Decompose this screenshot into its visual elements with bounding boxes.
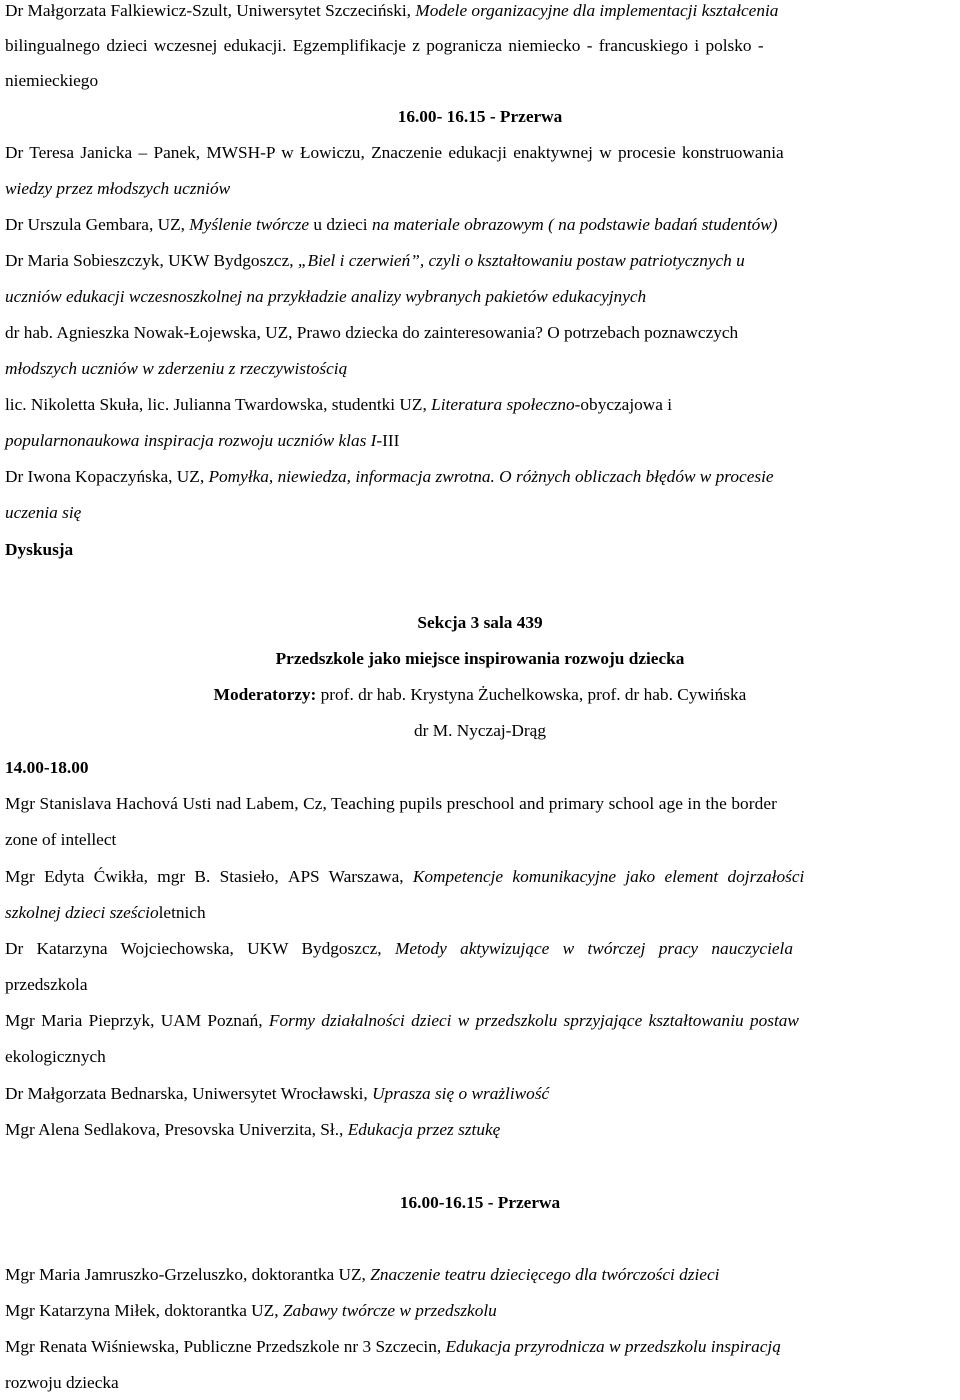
presentation-line: Mgr Stanislava Hachová Usti nad Labem, Cz, Teaching pupils preschool and primary school age in the border <box>5 794 778 813</box>
discussion-label: Dyskusja <box>5 540 74 559</box>
presentation-line: lic. Nikoletta Skuła, lic. Julianna Twardowska, studentki UZ, Literatura społeczno-obyczajowa i <box>5 395 673 414</box>
presentation-title: Metody aktywizujące w twórczej pracy nauczyciela <box>394 939 793 958</box>
section-time: 14.00-18.00 <box>5 758 89 777</box>
moderators-label: Moderatorzy: <box>213 685 317 704</box>
presentation-line <box>5 1300 955 1322</box>
presentation-author: lic. Nikoletta Skuła, lic. Julianna Twardowska, studentki UZ, <box>5 395 432 414</box>
presentation-title-continued: rozwoju dziecka <box>5 1373 119 1392</box>
presentation-line <box>5 1264 955 1286</box>
presentation-author: Dr Maria Sobieszczyk, UKW Bydgoszcz, <box>5 251 298 270</box>
presentation-author: Mgr Edyta Ćwikła, mgr B. Stasiełо, APS Warszawa, <box>5 867 413 886</box>
presentation-title: Literatura społeczno- <box>431 395 581 414</box>
presentation-title: Uprasza się o wrażliwość <box>372 1084 550 1103</box>
presentation-author: Dr Teresa Janicka – Panek, MWSH-P w Łowiczu, <box>5 143 372 162</box>
presentation-author: Mgr Maria Pieprzyk, UAM Poznań, <box>5 1011 269 1030</box>
presentation-title-continued: popularnonaukowa inspiracja rozwoju uczniów klas I-III <box>5 431 400 450</box>
presentation-author: Dr Urszula Gembara, UZ, <box>5 215 190 234</box>
presentation-author: Dr Iwona Kopaczyńska, UZ, <box>5 467 209 486</box>
presentation-author: Mgr Katarzyna Miłek, doktorantka UZ, <box>5 1301 283 1320</box>
presentation-title-continued: młodszych uczniów w zderzeniu z rzeczywistością <box>5 359 348 378</box>
presentation-author: Mgr Alena Sedlakova, Presovska Univerzita, Sł., <box>5 1120 348 1139</box>
presentation-title-continued: szkolnej dzieci sześcioletnich <box>5 903 206 922</box>
presentation-title-continued: uczenia się <box>5 503 82 522</box>
presentation-title: Kompetencje komunikacyjne jako element dojrzałości <box>412 867 805 886</box>
presentation-line <box>5 466 955 488</box>
presentation-line-continued: zone of intellect <box>5 830 117 849</box>
moderators-line-2: dr M. Nyczaj-Drąg <box>414 721 546 740</box>
presentation-author: Dr Małgorzata Bednarska, Uniwersytet Wrocławski, <box>5 1084 373 1103</box>
presentation-title-continued: niemieckiego <box>5 71 99 90</box>
section-heading: Sekcja 3 sala 439 <box>417 613 543 632</box>
presentation-title-continued: przedszkola <box>5 975 88 994</box>
moderators-line <box>0 684 960 706</box>
presentation-line <box>5 142 955 164</box>
presentation-title-continued: wiedzy przez młodszych uczniów <box>5 179 231 198</box>
presentation-title: Modele organizacyjne dla implementacji kształcenia <box>415 1 779 20</box>
presentation-title: Znaczenie teatru dziecięcego dla twórczości dzieci <box>370 1265 720 1284</box>
section-theme: Przedszkole jako miejsce inspirowania rozwoju dziecka <box>275 649 685 668</box>
presentation-title: „Biel i czerwień”, czyli o kształtowaniu postaw patriotycznych u <box>297 251 745 270</box>
presentation-line: Dr Urszula Gembara, UZ, Myślenie twórcze u dzieci na materiale obrazowym ( na podstawie badań studentów) <box>5 215 778 234</box>
presentation-author: Dr Katarzyna Wojciechowska, UKW Bydgoszcz, <box>5 939 395 958</box>
presentation-author: Dr Małgorzata Falkiewicz-Szult, Uniwersytet Szczeciński, <box>5 1 416 20</box>
presentation-title: Edukacja przyrodnicza w przedszkolu inspiracją <box>445 1337 781 1356</box>
presentation-line <box>5 0 955 22</box>
presentation-title-continued: ekologicznych <box>5 1047 106 1066</box>
break-heading: 16.00- 16.15 - Przerwa <box>397 107 563 126</box>
presentation-title: Prawo dziecka do zainteresowania? O potrzebach poznawczych <box>296 323 739 342</box>
presentation-title-continued: bilingualnego dzieci wczesnej edukacji. Egzemplifikacje z pogranicza niemiecko - francuskiego i polsko - <box>5 36 764 55</box>
presentation-line <box>5 1336 955 1358</box>
presentation-line <box>5 1083 955 1105</box>
presentation-title: Zabawy twórcze w przedszkolu <box>282 1301 497 1320</box>
presentation-title-continued: uczniów edukacji wczesnoszkolnej na przykładzie analizy wybranych pakietów edukacyjnych <box>5 287 647 306</box>
presentation-title: Formy działalności dzieci w przedszkolu sprzyjające kształtowaniu postaw <box>268 1011 799 1030</box>
presentation-line <box>5 866 955 888</box>
presentation-author: Mgr Renata Wiśniewska, Publiczne Przedszkole nr 3 Szczecin, <box>5 1337 446 1356</box>
presentation-author: dr hab. Agnieszka Nowak-Łojewska, UZ, <box>5 323 297 342</box>
presentation-line <box>5 938 955 960</box>
presentation-title: Pomyłka, niewiedza, informacja zwrotna. O różnych obliczach błędów w procesie <box>208 467 774 486</box>
presentation-line <box>5 1119 955 1141</box>
presentation-line <box>5 1010 955 1032</box>
presentation-author: Mgr Maria Jamruszko-Grzeluszko, doktorantka UZ, <box>5 1265 371 1284</box>
break-heading: 16.00-16.15 - Przerwa <box>399 1193 561 1212</box>
moderators-names: prof. dr hab. Krystyna Żuchelkowska, prof. dr hab. Cywińska <box>316 685 747 704</box>
presentation-title: Myślenie twórcze <box>189 215 310 234</box>
presentation-title: Znaczenie edukacji enaktywnej w procesie konstruowania <box>371 143 784 162</box>
presentation-line <box>5 322 955 344</box>
presentation-line <box>5 250 955 272</box>
presentation-title: Edukacja przez sztukę <box>347 1120 501 1139</box>
